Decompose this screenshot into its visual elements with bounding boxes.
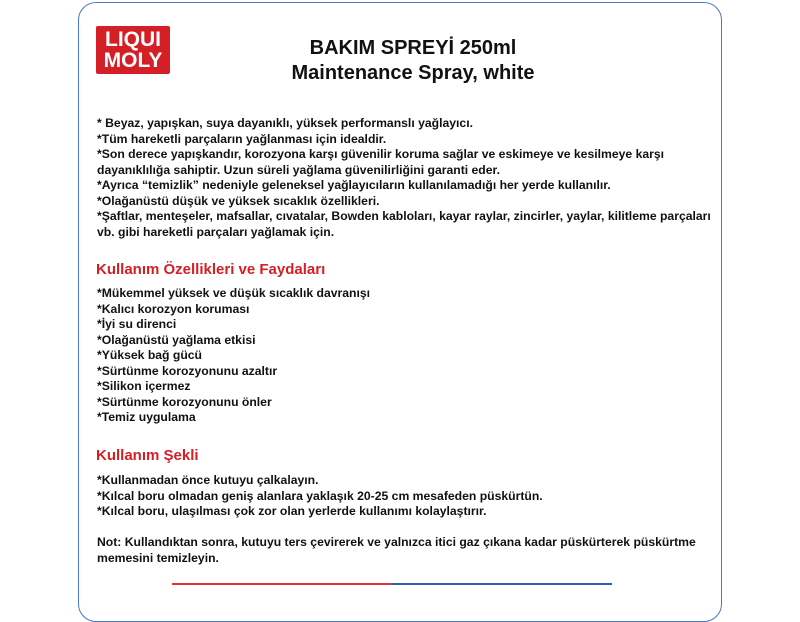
description-block bbox=[97, 116, 727, 240]
usage-item: *Kullanmadan önce kutuyu çalkalayın. bbox=[97, 473, 319, 487]
feature-item: *İyi su direnci bbox=[97, 317, 177, 331]
product-title bbox=[230, 36, 596, 86]
title-line-2: Maintenance Spray, white bbox=[291, 62, 535, 84]
description-line: *Son derece yapışkandır, korozyona karşı güvenilir koruma sağlar ve eskimeye ve kesilmeye karşı dayanıklılığa sahiptir. Uzun süreli yağlama güvenilirliğini garanti eder. bbox=[97, 147, 665, 177]
liqui-moly-logo bbox=[96, 26, 170, 74]
usage-item: *Kılcal boru, ulaşılması çok zor olan yerlerde kullanımı kolaylaştırır. bbox=[97, 504, 487, 518]
feature-item: *Yüksek bağ gücü bbox=[97, 348, 202, 362]
description-line: *Ayrıca “temizlik” nedeniyle geleneksel yağlayıcıların kullanılamadığı her yerde kullanılır. bbox=[97, 178, 611, 192]
usage-list bbox=[97, 473, 727, 566]
footer-bar-blue bbox=[392, 583, 612, 585]
usage-item: *Kılcal boru olmadan geniş alanlara yaklaşık 20-25 cm mesafeden püskürtün. bbox=[97, 488, 543, 503]
spacer bbox=[97, 520, 727, 536]
logo-line-1: LIQUI bbox=[105, 28, 161, 51]
feature-item: *Silikon içermez bbox=[97, 379, 191, 393]
features-list bbox=[97, 286, 727, 426]
feature-item: *Mükemmel yüksek ve düşük sıcaklık davranışı bbox=[97, 286, 371, 300]
usage-note: Not: Kullandıktan sonra, kutuyu ters çevirerek ve yalnızca itici gaz çıkana kadar püskürterek püskürtme memesini temizleyin. bbox=[97, 535, 696, 565]
logo-line-2: MOLY bbox=[103, 49, 163, 72]
description-line: *Tüm hareketli parçaların yağlanması için idealdir. bbox=[97, 131, 387, 146]
description-line: *Şaftlar, menteşeler, mafsallar, cıvatalar, Bowden kabloları, kayar raylar, zincirler, yaylar, kilitleme parçaları vb. gibi hareketli parçaları yağlamak için. bbox=[97, 209, 711, 239]
features-heading: Kullanım Özellikleri ve Faydaları bbox=[96, 261, 326, 278]
description-line: *Olağanüstü düşük ve yüksek sıcaklık özellikleri. bbox=[97, 193, 380, 208]
feature-item: *Kalıcı korozyon koruması bbox=[97, 301, 250, 316]
feature-item: *Sürtünme korozyonunu önler bbox=[97, 394, 272, 409]
title-line-1: BAKIM SPREYİ 250ml bbox=[309, 37, 517, 59]
description-line: * Beyaz, yapışkan, suya dayanıklı, yüksek performanslı yağlayıcı. bbox=[97, 116, 473, 130]
footer-bar-red bbox=[172, 583, 392, 585]
usage-heading: Kullanım Şekli bbox=[96, 447, 199, 464]
feature-item: *Temiz uygulama bbox=[97, 410, 196, 424]
feature-item: *Olağanüstü yağlama etkisi bbox=[97, 332, 256, 347]
feature-item: *Sürtünme korozyonunu azaltır bbox=[97, 363, 278, 378]
